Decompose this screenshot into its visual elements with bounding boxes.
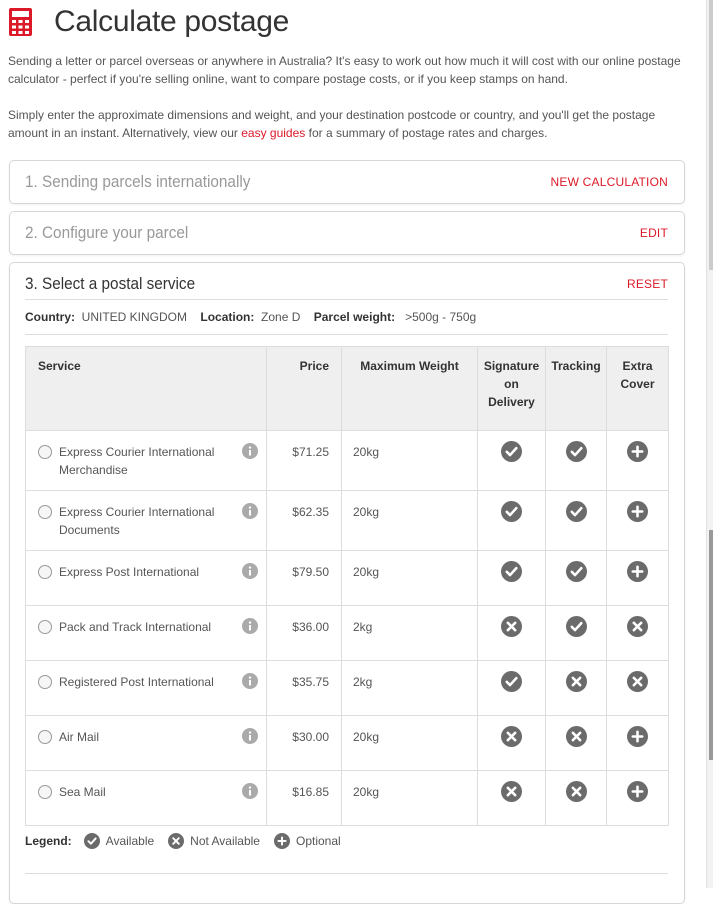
header-service: Service [26, 347, 267, 431]
header-extra-cover [607, 347, 669, 431]
table-row[interactable] [26, 431, 669, 491]
legend-optional [274, 833, 341, 849]
signature-cell [478, 551, 546, 606]
signature-cell [478, 716, 546, 771]
table-row[interactable] [26, 661, 669, 716]
legend-optional-text: Optional [295, 834, 341, 848]
price-cell: $35.75 [267, 661, 342, 716]
table-row[interactable] [26, 551, 669, 606]
x-circle-icon [566, 726, 587, 747]
service-name: Sea Mail [59, 785, 106, 799]
plus-circle-icon [627, 441, 648, 462]
x-circle-icon [501, 616, 522, 637]
divider [25, 299, 668, 300]
service-radio[interactable] [38, 620, 52, 634]
service-radio[interactable] [38, 445, 52, 459]
header-signature-line: on [504, 377, 519, 391]
country-label: Country: [25, 310, 75, 324]
step-1-title: 1. Sending parcels internationally [25, 172, 251, 191]
info-icon[interactable] [242, 618, 258, 634]
parcel-weight-label: Parcel weight: [313, 310, 396, 324]
signature-cell [478, 431, 546, 491]
tracking-cell [546, 716, 607, 771]
signature-cell [478, 771, 546, 826]
service-cell [26, 431, 267, 491]
step-1-panel [9, 160, 685, 204]
extra-cover-cell [607, 771, 669, 826]
x-circle-icon [627, 616, 648, 637]
extra-cover-cell [607, 551, 669, 606]
max-weight-cell: 20kg [342, 491, 478, 551]
check-circle-icon [501, 561, 522, 582]
max-weight-cell: 20kg [342, 716, 478, 771]
service-name: Registered Post International [59, 675, 214, 689]
service-radio[interactable] [38, 785, 52, 799]
plus-circle-icon [274, 833, 290, 849]
info-icon[interactable] [242, 563, 258, 579]
service-cell [26, 771, 267, 826]
legend-label: Legend: [25, 834, 72, 848]
parcel-weight-value: >500g - 750g [405, 310, 477, 324]
price-cell: $62.35 [267, 491, 342, 551]
step-3-panel [9, 262, 685, 904]
plus-circle-icon [627, 561, 648, 582]
intro-text-end: for a summary of postage rates and charges. [305, 126, 548, 140]
table-row[interactable] [26, 771, 669, 826]
price-cell: $36.00 [267, 606, 342, 661]
header-signature-on-delivery [478, 347, 546, 431]
service-cell [26, 551, 267, 606]
extra-cover-cell [607, 716, 669, 771]
info-icon[interactable] [242, 503, 258, 519]
header-signature-line: Delivery [488, 395, 535, 409]
extra-cover-cell [607, 606, 669, 661]
max-weight-cell: 20kg [342, 771, 478, 826]
price-cell: $16.85 [267, 771, 342, 826]
page-title: Calculate postage [54, 5, 290, 38]
signature-cell [478, 661, 546, 716]
max-weight-cell: 20kg [342, 551, 478, 606]
divider [25, 334, 668, 335]
service-name: Air Mail [59, 730, 100, 744]
header-tracking: Tracking [546, 347, 607, 431]
service-cell [26, 606, 267, 661]
scrollbar-track-segment [709, 0, 713, 270]
service-name: Express Courier International Merchandise [59, 445, 215, 477]
header-extra-cover-line: Cover [620, 377, 655, 391]
scrollbar-thumb[interactable] [709, 530, 713, 760]
legend-not-available [168, 833, 260, 849]
price-cell: $30.00 [267, 716, 342, 771]
info-icon[interactable] [242, 783, 258, 799]
info-icon[interactable] [242, 728, 258, 744]
plus-circle-icon [627, 501, 648, 522]
x-circle-icon [627, 671, 648, 692]
legend-available [84, 833, 154, 849]
postal-services-table [25, 346, 669, 826]
service-cell [26, 491, 267, 551]
plus-circle-icon [627, 726, 648, 747]
divider [25, 873, 668, 874]
check-circle-icon [566, 561, 587, 582]
x-circle-icon [566, 671, 587, 692]
signature-cell [478, 491, 546, 551]
tracking-cell [546, 551, 607, 606]
header-signature-line: Signature [483, 359, 540, 373]
service-name: Express Post International [59, 565, 200, 579]
table-row[interactable] [26, 716, 669, 771]
check-circle-icon [566, 441, 587, 462]
extra-cover-cell [607, 661, 669, 716]
step-2-title: 2. Configure your parcel [25, 223, 189, 242]
tracking-cell [546, 431, 607, 491]
step-3-title: 3. Select a postal service [25, 274, 196, 293]
tracking-cell [546, 491, 607, 551]
signature-cell [478, 606, 546, 661]
tracking-cell [546, 771, 607, 826]
edit-link[interactable]: EDIT [639, 226, 668, 240]
max-weight-cell: 2kg [342, 606, 478, 661]
location-label: Location: [200, 310, 255, 324]
parcel-summary [25, 310, 476, 324]
price-cell: $79.50 [267, 551, 342, 606]
service-radio[interactable] [38, 675, 52, 689]
intro-paragraph-guides [8, 106, 698, 142]
legend-available-text: Available [105, 834, 155, 848]
new-calculation-link[interactable]: NEW CALCULATION [550, 175, 668, 189]
service-name: Express Courier International Documents [59, 505, 215, 537]
easy-guides-link[interactable]: easy guides [241, 126, 306, 140]
intro-text: Simply enter the approximate dimensions and weight, and your destination postcode or country, and you'll get the postage amount in an instant. Alternatively, view our [8, 108, 656, 140]
service-cell [26, 661, 267, 716]
service-radio[interactable] [38, 505, 52, 519]
country-value: UNITED KINGDOM [81, 310, 188, 324]
table-row[interactable] [26, 606, 669, 661]
calculator-icon [8, 7, 33, 37]
legend-not-available-text: Not Available [190, 834, 260, 848]
header-maximum-weight: Maximum Weight [342, 347, 478, 431]
x-circle-icon [168, 833, 184, 849]
plus-circle-icon [627, 781, 648, 802]
check-circle-icon [501, 441, 522, 462]
location-value: Zone D [261, 310, 301, 324]
reset-link[interactable]: RESET [626, 277, 668, 291]
x-circle-icon [501, 781, 522, 802]
tracking-cell [546, 661, 607, 716]
check-circle-icon [84, 833, 100, 849]
service-cell [26, 716, 267, 771]
page-header [8, 4, 289, 40]
info-icon[interactable] [242, 443, 258, 459]
max-weight-cell: 2kg [342, 661, 478, 716]
check-circle-icon [501, 501, 522, 522]
legend [25, 833, 355, 849]
service-radio[interactable] [38, 565, 52, 579]
check-circle-icon [501, 671, 522, 692]
header-price: Price [267, 347, 342, 431]
header-extra-cover-line: Extra [622, 359, 653, 373]
table-header-row [26, 347, 669, 431]
x-circle-icon [566, 781, 587, 802]
max-weight-cell: 20kg [342, 431, 478, 491]
price-cell: $71.25 [267, 431, 342, 491]
x-circle-icon [501, 726, 522, 747]
info-icon[interactable] [242, 673, 258, 689]
service-radio[interactable] [38, 730, 52, 744]
check-circle-icon [566, 501, 587, 522]
tracking-cell [546, 606, 607, 661]
intro-paragraph: Sending a letter or parcel overseas or anywhere in Australia? It's easy to work out how much it will cost with our online postage calculator - perfect if you're selling online, want to compare postage costs, or if you keep stamps on hand. [8, 54, 681, 86]
check-circle-icon [566, 616, 587, 637]
service-name: Pack and Track International [59, 620, 212, 634]
table-row[interactable] [26, 491, 669, 551]
step-2-panel [9, 211, 685, 255]
extra-cover-cell [607, 491, 669, 551]
extra-cover-cell [607, 431, 669, 491]
